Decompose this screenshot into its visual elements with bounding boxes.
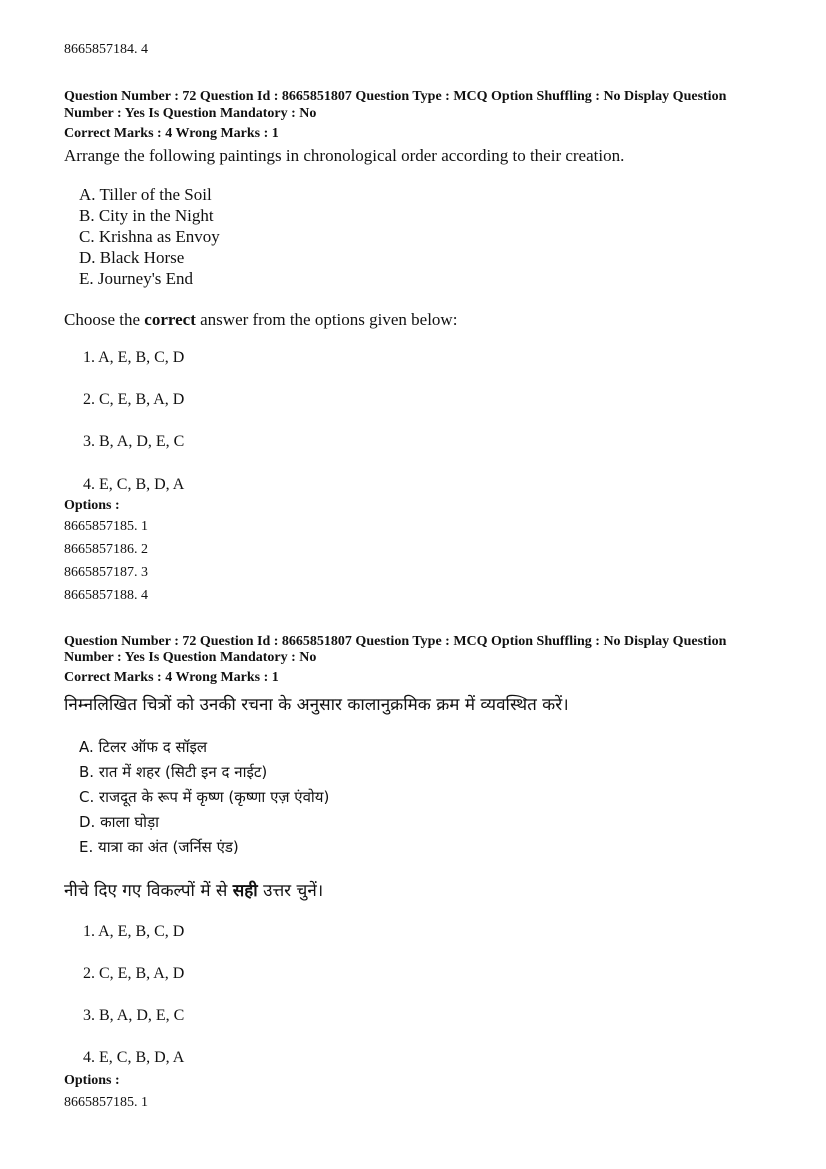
list-item: D. Black Horse xyxy=(79,248,185,267)
list-item: E. यात्रा का अंत (जर्निस एंड) xyxy=(79,838,239,856)
choose-instruction-hindi: नीचे दिए गए विकल्पों में से सही उत्तर चुनें। xyxy=(64,881,324,901)
answer-choice: 1. A, E, B, C, D xyxy=(83,349,185,366)
option-id: 8665857188. 4 xyxy=(64,588,148,603)
answer-choice: 3. B, A, D, E, C xyxy=(83,1007,185,1024)
question-meta-line-1: Question Number : 72 Question Id : 8665851807 Question Type : MCQ Option Shuffling : No Display Question xyxy=(64,89,727,104)
previous-option-id: 8665857184. 4 xyxy=(64,42,148,57)
answer-choice: 4. E, C, B, D, A xyxy=(83,1049,185,1066)
question-meta-line-2: Number : Yes Is Question Mandatory : No xyxy=(64,106,317,121)
option-id: 8665857185. 1 xyxy=(64,1095,148,1110)
list-item: A. Tiller of the Soil xyxy=(79,185,212,204)
choose-instruction: Choose the correct answer from the options given below: xyxy=(64,310,458,329)
list-item: B. रात में शहर (सिटी इन द नाईट) xyxy=(79,763,268,781)
question-text-hindi: निम्नलिखित चित्रों को उनकी रचना के अनुसार कालानुक्रमिक क्रम में व्यवस्थित करें। xyxy=(64,695,569,715)
answer-choice: 1. A, E, B, C, D xyxy=(83,923,185,940)
question-text: Arrange the following paintings in chronological order according to their creation. xyxy=(64,146,625,165)
option-id: 8665857186. 2 xyxy=(64,542,148,557)
emphasis-word: correct xyxy=(144,310,196,329)
question-marks: Correct Marks : 4 Wrong Marks : 1 xyxy=(64,126,279,141)
answer-choice: 2. C, E, B, A, D xyxy=(83,391,185,408)
painting-list-hindi xyxy=(79,735,329,860)
question-meta-line-2: Number : Yes Is Question Mandatory : No xyxy=(64,650,317,665)
answer-choice: 2. C, E, B, A, D xyxy=(83,965,185,982)
list-item: B. City in the Night xyxy=(79,206,214,225)
option-id: 8665857185. 1 xyxy=(64,519,148,534)
list-item: A. टिलर ऑफ द सॉइल xyxy=(79,738,208,756)
options-label: Options : xyxy=(64,498,120,513)
answer-choice: 3. B, A, D, E, C xyxy=(83,433,185,450)
painting-list xyxy=(79,184,220,289)
emphasis-word: सही xyxy=(232,881,258,901)
list-item: E. Journey's End xyxy=(79,269,194,288)
answer-choice: 4. E, C, B, D, A xyxy=(83,476,185,493)
option-id: 8665857187. 3 xyxy=(64,565,148,580)
list-item: C. Krishna as Envoy xyxy=(79,227,220,246)
list-item: C. राजदूत के रूप में कृष्ण (कृष्णा एज़ एंवोय) xyxy=(79,788,330,806)
list-item: D. काला घोड़ा xyxy=(79,813,159,831)
question-meta-line-1: Question Number : 72 Question Id : 8665851807 Question Type : MCQ Option Shuffling : No Display Question xyxy=(64,634,727,649)
question-marks: Correct Marks : 4 Wrong Marks : 1 xyxy=(64,670,279,685)
options-label: Options : xyxy=(64,1073,120,1088)
